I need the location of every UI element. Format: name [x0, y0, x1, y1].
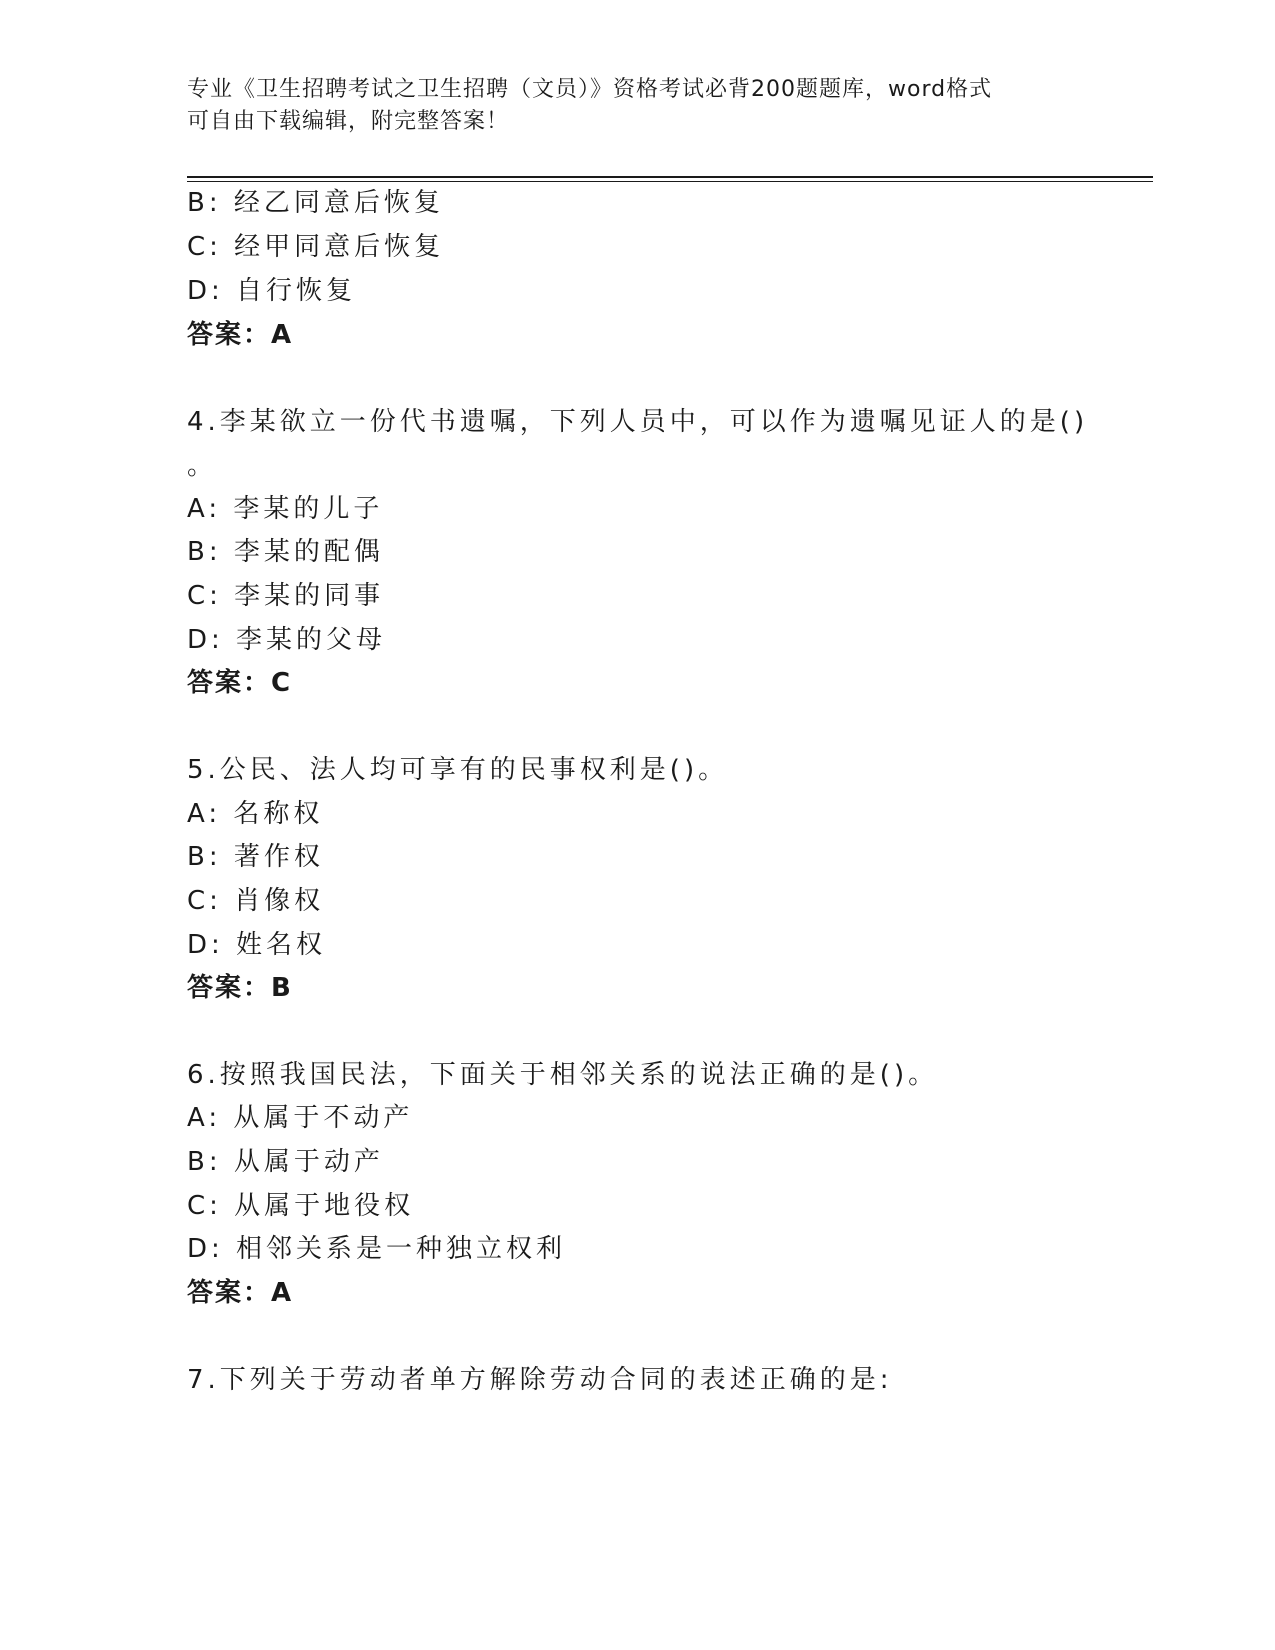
q5-question: 5.公民、法人均可享有的民事权利是()。 [187, 755, 729, 785]
q3-option-d: D: 自行恢复 [187, 276, 357, 306]
q3-option-b: B: 经乙同意后恢复 [187, 188, 444, 218]
header-title-line-1: 专业《卫生招聘考试之卫生招聘（文员）》资格考试必背200题题库，word格式 [187, 77, 993, 102]
q4-option-d: D: 李某的父母 [187, 625, 387, 655]
q7-question: 7.下列关于劳动者单方解除劳动合同的表述正确的是: [187, 1365, 893, 1395]
header-divider-top [187, 176, 1153, 178]
q4-option-b: B: 李某的配偶 [187, 537, 384, 567]
q6-option-b: B: 从属于动产 [187, 1147, 384, 1177]
q5-answer: 答案：B [187, 973, 293, 1003]
q4-option-a: A: 李某的儿子 [187, 494, 384, 524]
q3-option-c: C: 经甲同意后恢复 [187, 232, 445, 262]
q6-option-c: C: 从属于地役权 [187, 1191, 415, 1221]
q6-option-a: A: 从属于不动产 [187, 1103, 414, 1133]
q4-question-line-2: 。 [187, 451, 218, 481]
q3-answer: 答案：A [187, 320, 294, 350]
q6-answer: 答案：A [187, 1278, 294, 1308]
q6-option-d: D: 相邻关系是一种独立权利 [187, 1234, 567, 1264]
q5-option-d: D: 姓名权 [187, 930, 327, 960]
header-title-line-2: 可自由下载编辑，附完整答案！ [187, 109, 510, 134]
document-header [187, 74, 1087, 138]
q5-option-a: A: 名称权 [187, 799, 324, 829]
q4-answer: 答案：C [187, 668, 293, 698]
q5-option-b: B: 著作权 [187, 842, 324, 872]
q4-question-line-1: 4.李某欲立一份代书遗嘱，下列人员中，可以作为遗嘱见证人的是() [187, 407, 1089, 437]
q5-option-c: C: 肖像权 [187, 886, 325, 916]
header-divider-bottom [187, 181, 1153, 182]
q6-question: 6.按照我国民法，下面关于相邻关系的说法正确的是()。 [187, 1060, 939, 1090]
q4-option-c: C: 李某的同事 [187, 581, 385, 611]
